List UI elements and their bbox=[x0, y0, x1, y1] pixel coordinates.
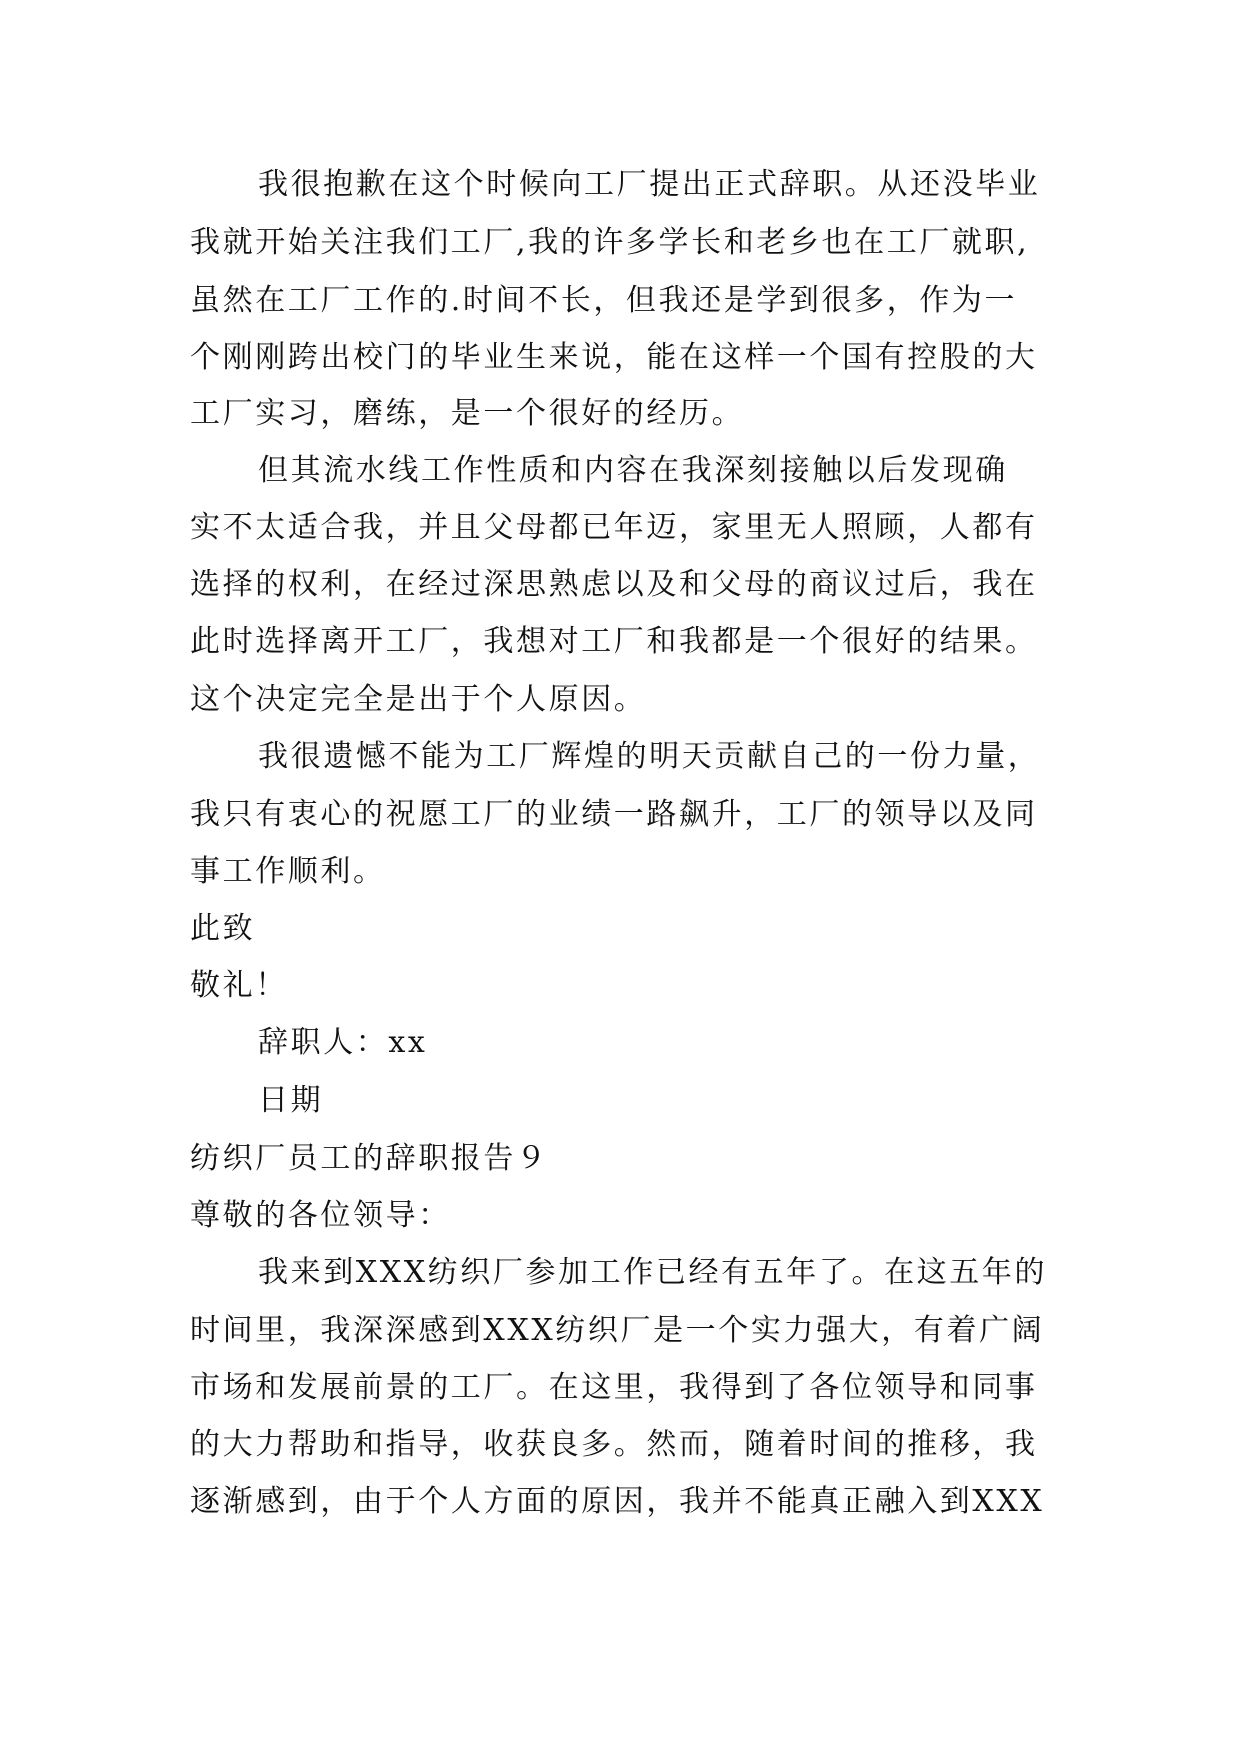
signature-line: 辞职人：xx bbox=[258, 1025, 428, 1060]
paragraph-line: 此时选择离开工厂，我想对工厂和我都是一个很好的结果。 bbox=[190, 624, 1038, 659]
closing-regards: 敬礼！ bbox=[190, 968, 288, 1003]
section-title: 纺织厂员工的辞职报告９ bbox=[190, 1141, 549, 1176]
paragraph-line: 实不太适合我，并且父母都已年迈，家里无人照顾，人都有 bbox=[190, 510, 1038, 545]
paragraph-line: 我只有衷心的祝愿工厂的业绩一路飙升，工厂的领导以及同 bbox=[190, 797, 1038, 832]
paragraph-line: 逐渐感到，由于个人方面的原因，我并不能真正融入到XXX bbox=[190, 1484, 1045, 1519]
paragraph-line: 个刚刚跨出校门的毕业生来说，能在这样一个国有控股的大 bbox=[190, 340, 1038, 375]
greeting-line: 尊敬的各位领导： bbox=[190, 1198, 451, 1233]
paragraph-line: 事工作顺利。 bbox=[190, 854, 386, 889]
paragraph-line: 的大力帮助和指导，收获良多。然而，随着时间的推移，我 bbox=[190, 1427, 1038, 1462]
paragraph-line: 我很遗憾不能为工厂辉煌的明天贡献自己的一份力量， bbox=[258, 739, 1041, 774]
date-line: 日期 bbox=[258, 1083, 324, 1118]
paragraph-line: 我很抱歉在这个时候向工厂提出正式辞职。从还没毕业 bbox=[258, 167, 1041, 202]
paragraph-line: 工厂实习，磨练，是一个很好的经历。 bbox=[190, 396, 745, 431]
paragraph-line: 我就开始关注我们工厂,我的许多学长和老乡也在工厂就职, bbox=[190, 225, 1030, 260]
paragraph-line: 时间里，我深深感到XXX纺织厂是一个实力强大，有着广阔 bbox=[190, 1313, 1045, 1348]
paragraph-line: 市场和发展前景的工厂。在这里，我得到了各位领导和同事 bbox=[190, 1370, 1038, 1405]
paragraph-line: 这个决定完全是出于个人原因。 bbox=[190, 682, 647, 717]
paragraph-line: 但其流水线工作性质和内容在我深刻接触以后发现确 bbox=[258, 453, 1008, 488]
paragraph-line: 选择的权利，在经过深思熟虑以及和父母的商议过后，我在 bbox=[190, 567, 1038, 602]
closing-salutation: 此致 bbox=[190, 911, 256, 946]
paragraph-line: 虽然在工厂工作的.时间不长，但我还是学到很多，作为一 bbox=[190, 283, 1018, 318]
paragraph-line: 我来到XXX纺织厂参加工作已经有五年了。在这五年的 bbox=[258, 1255, 1048, 1290]
